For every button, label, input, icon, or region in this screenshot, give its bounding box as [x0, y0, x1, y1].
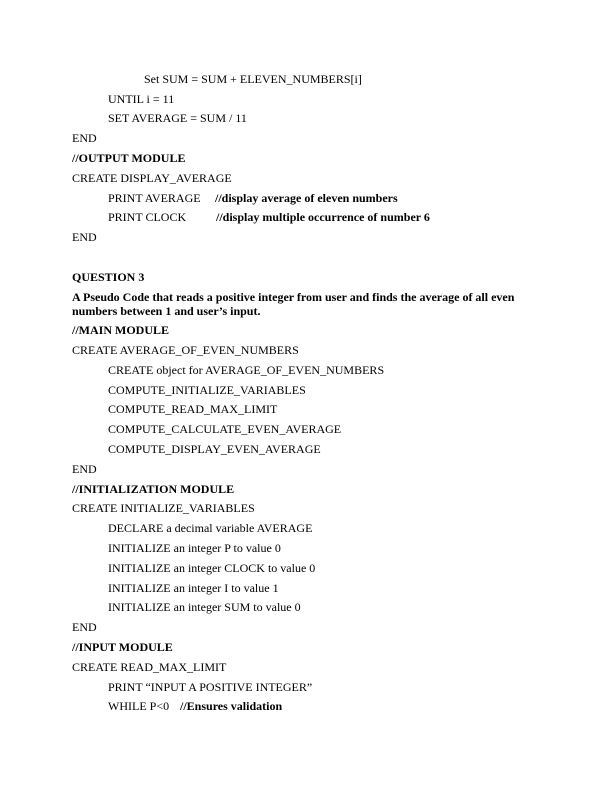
code-line: COMPUTE_DISPLAY_EVEN_AVERAGE	[108, 442, 321, 456]
question-heading: QUESTION 3	[72, 270, 145, 284]
code-line: UNTIL i = 11	[108, 92, 175, 106]
code-line: PRINT “INPUT A POSITIVE INTEGER”	[108, 680, 313, 694]
code-line: CREATE READ_MAX_LIMIT	[72, 660, 227, 674]
code-comment: //display average of eleven numbers	[215, 191, 398, 205]
module-heading: //INITIALIZATION MODULE	[72, 482, 235, 496]
code-line: DECLARE a decimal variable AVERAGE	[108, 521, 313, 535]
code-line: INITIALIZE an integer CLOCK to value 0	[108, 561, 316, 575]
code-line: END	[72, 462, 97, 476]
code-line: INITIALIZE an integer SUM to value 0	[108, 600, 301, 614]
code-comment: //display multiple occurrence of number 6	[216, 210, 430, 224]
code-line: CREATE INITIALIZE_VARIABLES	[72, 501, 255, 515]
module-heading: //MAIN MODULE	[72, 323, 169, 337]
code-line: CREATE object for AVERAGE_OF_EVEN_NUMBERS	[108, 363, 385, 377]
code-line: COMPUTE_INITIALIZE_VARIABLES	[108, 383, 306, 397]
question-description: A Pseudo Code that reads a positive integer from user and finds the average of all even numbers between 1 and user’s input.	[72, 290, 515, 318]
module-heading: //INPUT MODULE	[72, 640, 173, 654]
code-line: Set SUM = SUM + ELEVEN_NUMBERS[i]	[144, 72, 362, 86]
code-line: COMPUTE_CALCULATE_EVEN_AVERAGE	[108, 422, 342, 436]
code-line: PRINT AVERAGE	[108, 191, 201, 205]
code-line: END	[72, 131, 97, 145]
code-line: PRINT CLOCK	[108, 210, 187, 224]
code-comment: //Ensures validation	[180, 699, 283, 713]
code-line: WHILE P<0	[108, 699, 170, 713]
code-line: CREATE AVERAGE_OF_EVEN_NUMBERS	[72, 343, 299, 357]
code-line: SET AVERAGE = SUM / 11	[108, 111, 247, 125]
code-line: COMPUTE_READ_MAX_LIMIT	[108, 402, 278, 416]
code-line: CREATE DISPLAY_AVERAGE	[72, 171, 232, 185]
code-line: INITIALIZE an integer P to value 0	[108, 541, 281, 555]
code-line: INITIALIZE an integer I to value 1	[108, 581, 279, 595]
code-line: END	[72, 620, 97, 634]
module-heading: //OUTPUT MODULE	[72, 151, 186, 165]
code-line: END	[72, 230, 97, 244]
